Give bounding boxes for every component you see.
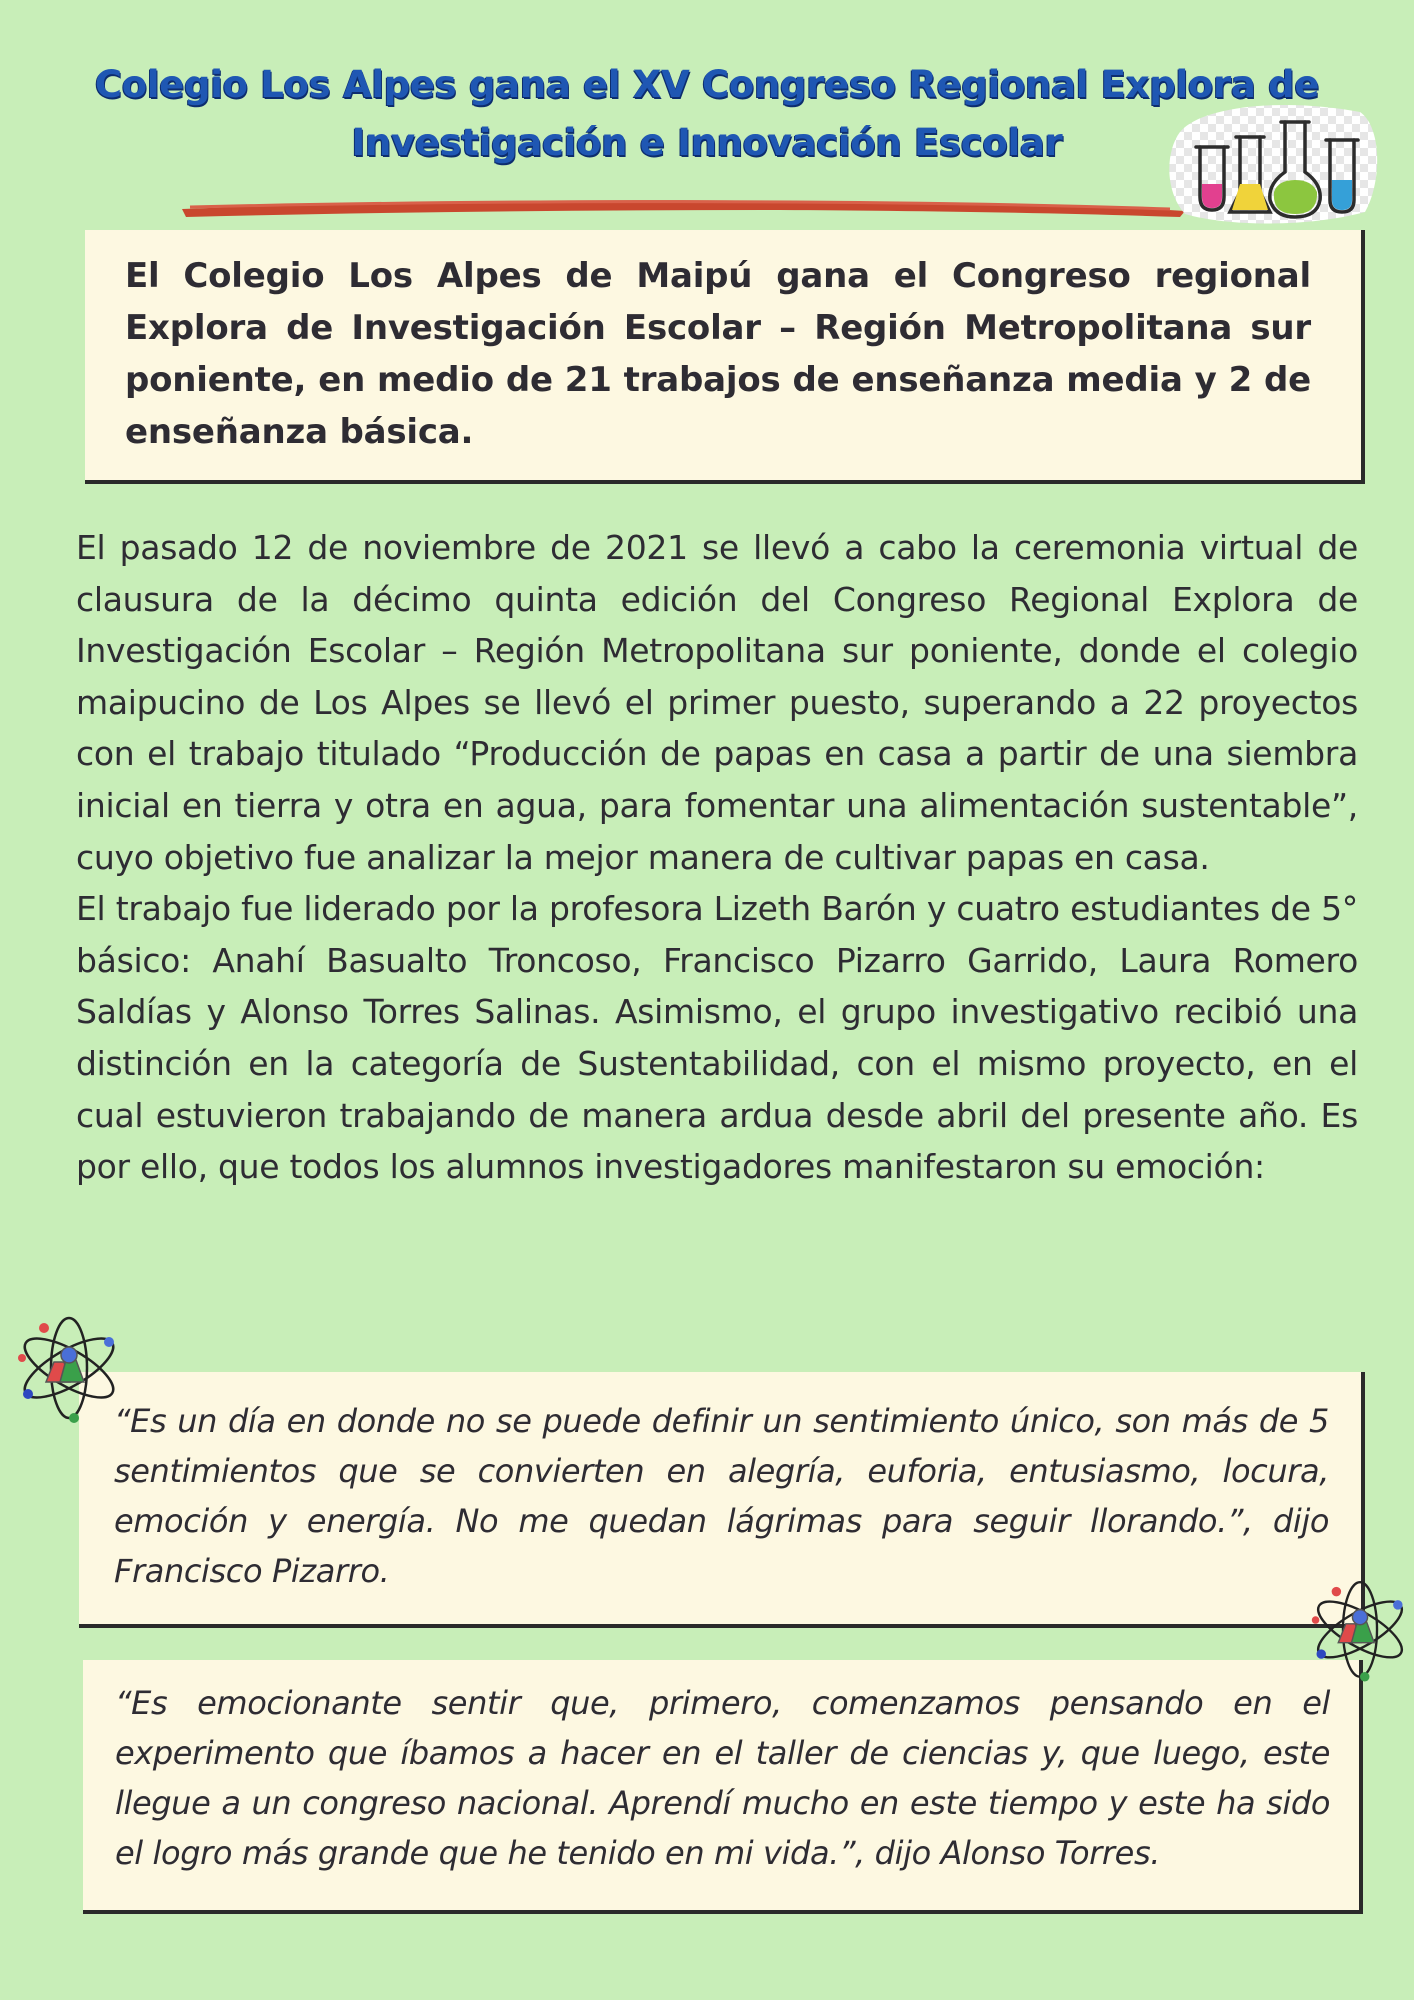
quote-box-2 (83, 1660, 1363, 1914)
body-paragraph-1: El pasado 12 de noviembre de 2021 se llevó a cabo la ceremonia virtual de clausura de la décimo quinta edición del Congreso Regional Explora de Investigación Escolar – Región Metropolitana sur poniente, donde el colegio maipucino de Los Alpes se llevó el primer puesto, superando a 22 proyectos con el trabajo titulado “Producción de papas en casa a partir de una siembra inicial en tierra y otra en agua, para fomentar una alimentación sustentable”, cuyo objetivo fue analizar la mejor manera de cultivar papas en casa. (76, 528, 1358, 877)
title-underline (180, 195, 1190, 223)
body-paragraph-2: El trabajo fue liderado por la profesora Lizeth Barón y cuatro estudiantes de 5° básico: Anahí Basualto Troncoso, Francisco Pizarro Garrido, Laura Romero Saldías y Alonso Torres Salinas. Asimismo, el grupo investigativo recibió una distinción en la categoría de Sustentabilidad, con el mismo proyecto, en el cual estuvieron trabajando de manera ardua desde abril del presente año. Es por ello, que todos los alumnos investigadores manifestaron su emoción: (76, 889, 1358, 1187)
atom-flask-icon (1308, 1573, 1412, 1685)
atom-flask-icon (14, 1310, 124, 1425)
lab-flasks-icon (1160, 92, 1385, 227)
article-body (76, 522, 1358, 1193)
quote-alonso-torres: “Es emocionante sentir que, primero, comenzamos pensando en el experimento que íbamos a hacer en el taller de ciencias y, que luego, este llegue a un congreso nacional. Aprendí mucho en este tiempo y este ha sido el logro más grande que he tenido en mi vida.”, dijo Alonso Torres. (115, 1684, 1330, 1872)
quote-box-1 (79, 1372, 1365, 1628)
title-line-2: Investigación e Innovación Escolar (351, 121, 1063, 164)
title-line-1: Colegio Los Alpes gana el XV Congreso Regional Explora de (94, 63, 1320, 106)
page-title (70, 56, 1344, 172)
lead-box (85, 230, 1365, 484)
lead-text: El Colegio Los Alpes de Maipú gana el Congreso regional Explora de Investigación Escolar – Región Metropolitana sur poniente, en medio de 21 trabajos de enseñanza media y 2 de enseñanza básica. (125, 256, 1311, 452)
quote-francisco-pizarro: “Es un día en donde no se puede definir un sentimiento único, son más de 5 sentimientos que se convierten en alegría, euforia, entusiasmo, locura, emoción y energía. No me quedan lágrimas para seguir llorando.”, dijo Francisco Pizarro. (114, 1402, 1329, 1590)
